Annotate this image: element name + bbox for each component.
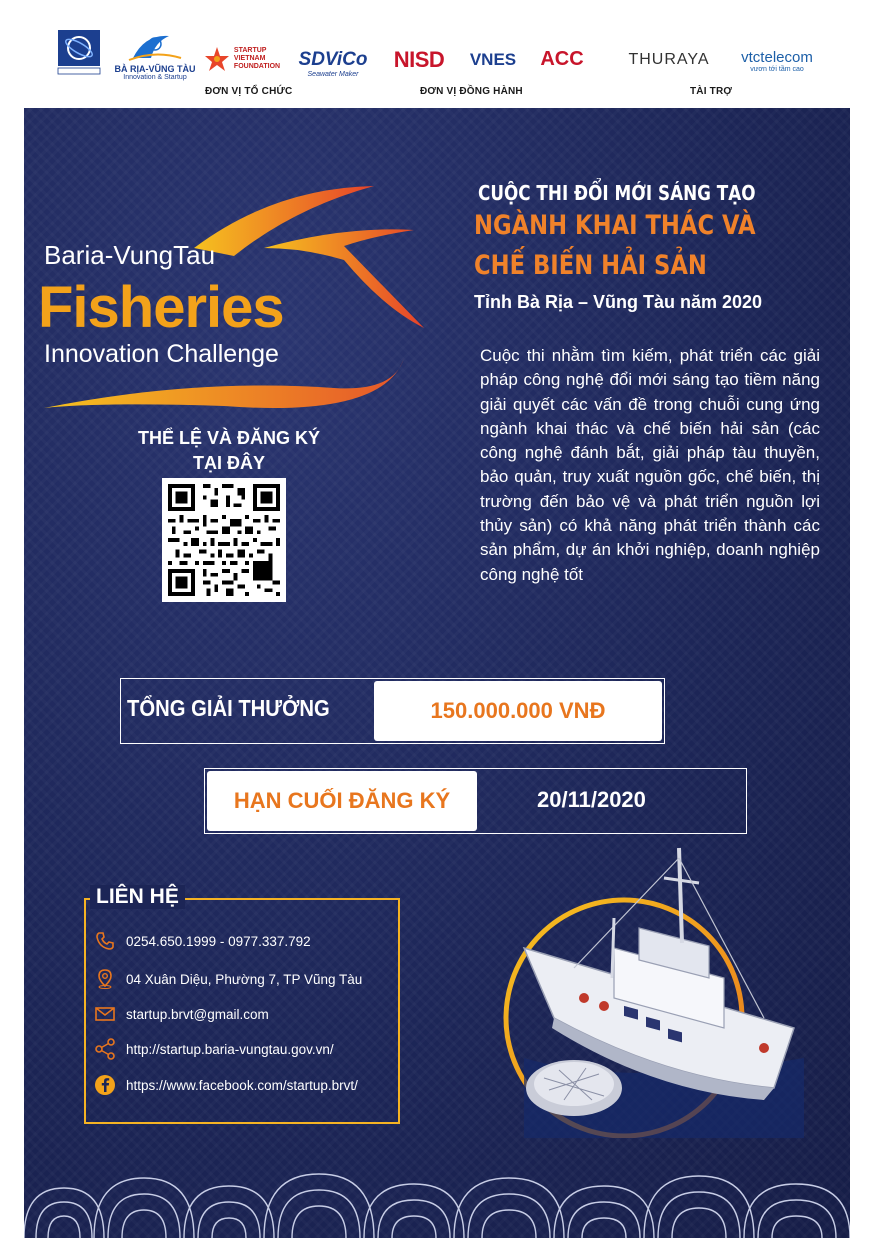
registration-qr-code[interactable] — [162, 478, 286, 602]
contact-facebook[interactable] — [94, 1074, 358, 1096]
poster-panel — [24, 108, 850, 1238]
sponsor-logo-vtc-telecom — [732, 44, 822, 78]
vnes-logo-text: VNES — [469, 50, 517, 69]
contest-description: Cuộc thi nhằm tìm kiếm, phát triển các giải pháp công nghệ đổi mới sáng tạo tiềm năng giải quyết các vấn đề trong chuỗi cung ứng ngành khai thác và chế biến hải sản (các công nghệ đánh bắt, giải pháp tàu thuyền, bảo quản, truy xuất nguồn gốc, chế biến, thị trường đến bảo vệ và phát triển nguồn lợi thủy sản) có khả năng phát triển thành các sản phẩm, dự án khởi nghiệp, doanh nghiệp công nghệ tốt — [480, 346, 820, 584]
org-logo-brvt-innovation — [112, 24, 198, 84]
sdvico-logo-subtitle: Seawater Maker — [307, 70, 359, 78]
svf-line2: VIETNAM — [233, 55, 266, 62]
org-logo-startup-vietnam-foundation — [202, 42, 282, 76]
svf-line3: FOUNDATION — [233, 63, 281, 70]
science-dept-emblem-icon — [56, 28, 102, 78]
deadline-label-box — [207, 771, 477, 831]
contact-email[interactable] — [94, 1003, 269, 1025]
location-icon — [94, 968, 116, 990]
companion-logo-acc — [534, 44, 590, 74]
contact-email-text[interactable]: startup.brvt@gmail.com — [126, 1006, 269, 1022]
headline-line4: Tỉnh Bà Rịa – Vũng Tàu năm 2020 — [474, 292, 763, 312]
total-prize-value-box — [374, 681, 662, 741]
registration-caption-line1: THỂ LỆ VÀ ĐĂNG KÝ — [137, 428, 320, 448]
contact-title: LIÊN HỆ — [90, 885, 185, 909]
wave-pattern-graphic — [24, 1138, 850, 1238]
headline-line2: NGÀNH KHAI THÁC VÀ — [474, 210, 756, 241]
companion-logo-sdvico — [290, 46, 376, 80]
contact-website-text[interactable]: http://startup.baria-vungtau.gov.vn/ — [126, 1041, 334, 1057]
companion-logo-nisd — [386, 42, 452, 78]
deadline-row — [204, 768, 747, 834]
deadline-value: 20/11/2020 — [537, 787, 646, 812]
thuraya-logo-text: THURAYA — [628, 51, 710, 68]
deadline-label: HẠN CUỐI ĐĂNG KÝ — [233, 788, 451, 813]
share-icon — [94, 1038, 116, 1060]
headline-line3: CHẾ BIẾN HẢI SẢN — [474, 250, 707, 281]
total-prize-label: TỔNG GIẢI THƯỞNG — [127, 695, 330, 721]
registration-caption-line2: TẠI ĐÂY — [193, 453, 265, 473]
phone-icon — [94, 930, 116, 952]
sponsor-bar — [0, 0, 874, 108]
sponsor-label: TÀI TRỢ — [690, 86, 733, 97]
brand-name-line3: Innovation Challenge — [44, 340, 279, 368]
nisd-logo-text: NISD — [393, 47, 445, 72]
brand-name-fisheries: Fisheries — [38, 275, 284, 340]
qr-code-icon — [168, 484, 280, 596]
contact-phone-text: 0254.650.1999 - 0977.337.792 — [126, 933, 311, 949]
contact-address-text: 04 Xuân Diệu, Phường 7, TP Vũng Tàu — [126, 971, 363, 987]
companion-label: ĐƠN VỊ ĐỒNG HÀNH — [420, 86, 523, 97]
svf-line1: STARTUP — [233, 47, 267, 54]
vtc-logo-subtitle: vươn tới tầm cao — [750, 66, 804, 73]
sponsor-logo-thuraya — [614, 46, 724, 74]
brvt-wave-icon — [125, 28, 185, 64]
acc-logo-text: ACC — [540, 47, 584, 70]
total-prize-row — [120, 678, 665, 744]
facebook-icon — [94, 1074, 116, 1096]
contact-address — [94, 968, 362, 990]
contact-website[interactable] — [94, 1038, 334, 1060]
total-prize-value: 150.000.000 VNĐ — [430, 698, 606, 723]
brvt-logo-subtitle: Innovation & Startup — [123, 73, 187, 81]
registration-caption — [94, 426, 364, 476]
organizer-label: ĐƠN VỊ TỔ CHỨC — [205, 86, 293, 97]
brvt-logo-title: BÀ RỊA-VŨNG TÀU — [114, 63, 196, 74]
vtc-logo-text: vtctelecom — [741, 49, 813, 66]
fishing-boat-illustration — [464, 838, 844, 1138]
svf-star-icon — [204, 46, 230, 72]
sdvico-logo-text: SDViCo — [298, 48, 368, 70]
contact-facebook-text[interactable]: https://www.facebook.com/startup.brvt/ — [126, 1077, 358, 1093]
headline-line1: CUỘC THI ĐỔI MỚI SÁNG TẠO — [478, 181, 756, 205]
companion-logo-vnes — [462, 46, 524, 74]
brand-name-line1: Baria-VungTau — [44, 240, 216, 270]
contact-phone — [94, 930, 311, 952]
contest-headline — [474, 180, 834, 313]
org-logo-science-dept — [56, 28, 102, 78]
email-icon — [94, 1003, 116, 1025]
